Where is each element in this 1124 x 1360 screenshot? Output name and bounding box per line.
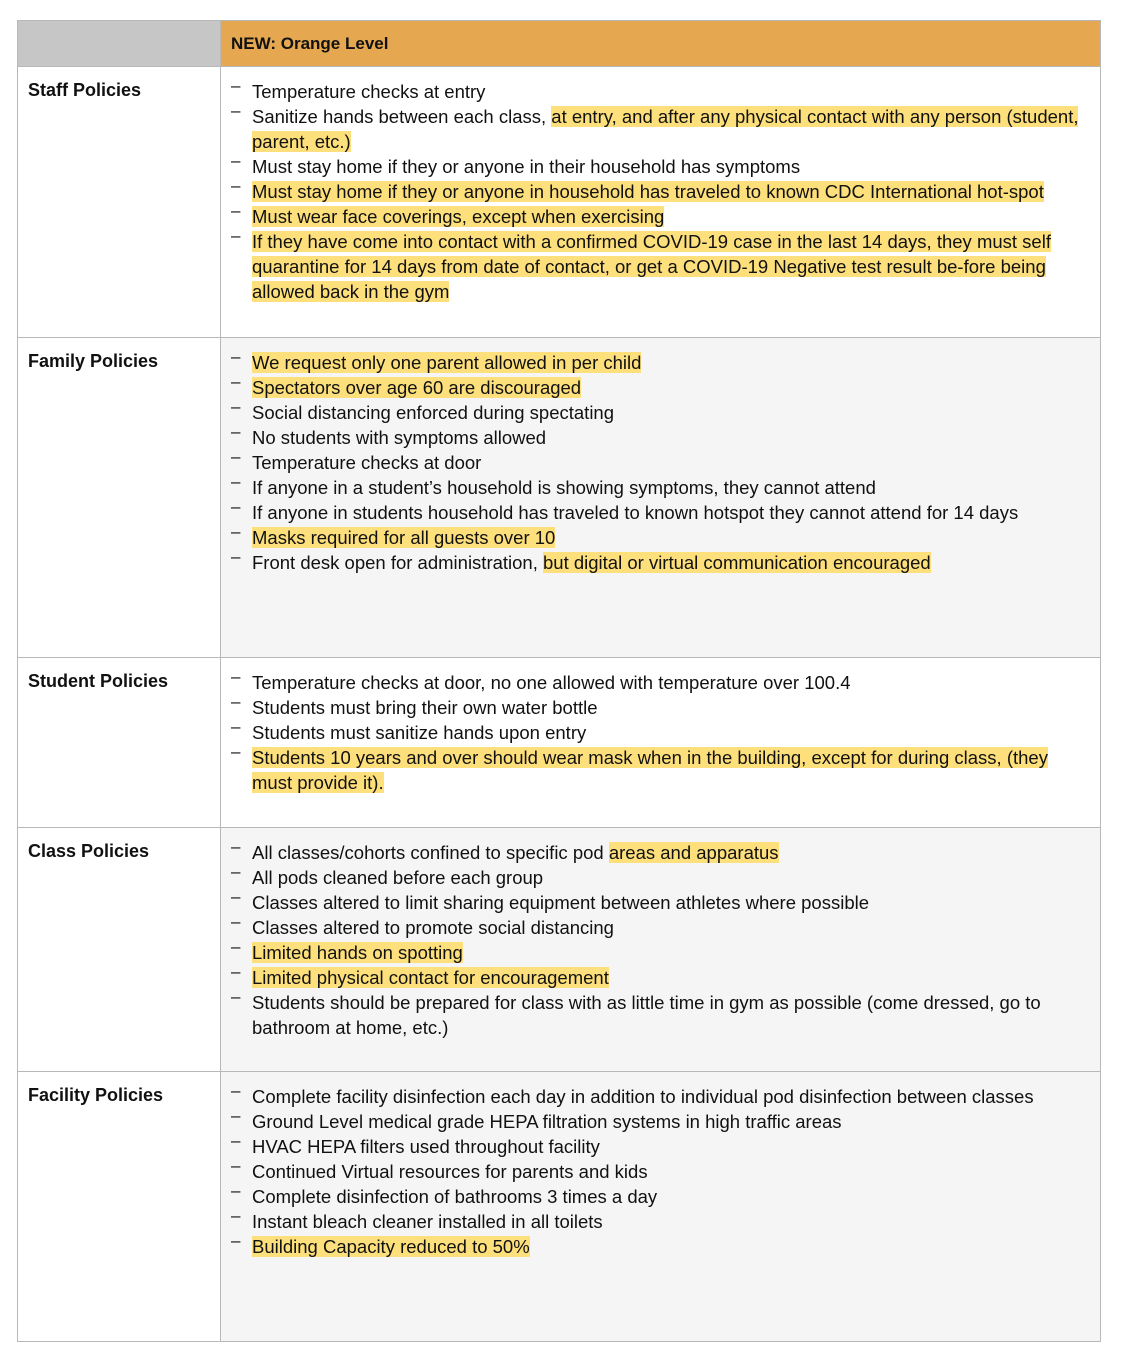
- list-item: [231, 347, 1092, 375]
- highlighted-text: Must stay home if they or anyone in household has traveled to known CDC International hot-spot: [252, 181, 1044, 202]
- list-item: [231, 937, 1092, 965]
- list-item: [231, 887, 1092, 915]
- highlighted-text: areas and apparatus: [608, 842, 779, 863]
- list-item: [231, 201, 1092, 229]
- highlighted-text: Spectators over age 60 are discouraged: [252, 377, 582, 398]
- item-text: Instant bleach cleaner installed in all toilets: [252, 1211, 603, 1232]
- dash-bullet-icon: –: [231, 692, 241, 711]
- section-label-class: Class Policies: [18, 828, 221, 1072]
- dash-bullet-icon: –: [231, 101, 241, 120]
- list-item: [231, 101, 1092, 154]
- list-item: [231, 717, 1092, 745]
- highlighted-text: Must wear face coverings, except when exercising: [252, 206, 665, 227]
- section-content-family: [221, 338, 1101, 658]
- dash-bullet-icon: –: [231, 1231, 241, 1250]
- highlighted-text: Students 10 years and over should wear mask when in the building, except for during class, (they must provide it).: [252, 747, 1048, 793]
- dash-bullet-icon: –: [231, 151, 241, 170]
- dash-bullet-icon: –: [231, 472, 241, 491]
- header-row: [18, 21, 1101, 67]
- list-item: [231, 862, 1092, 890]
- policy-table: [17, 20, 1101, 1342]
- list-item: [231, 742, 1092, 795]
- dash-bullet-icon: –: [231, 547, 241, 566]
- policy-list: [231, 1081, 1092, 1259]
- section-label-family: Family Policies: [18, 338, 221, 658]
- highlighted-text: If they have come into contact with a confirmed COVID-19 case in the last 14 days, they must self quarantine for 14 days from date of contact, or get a COVID-19 Negative test result be-fore being allowed back in the gym: [252, 231, 1051, 302]
- section-row-student: [18, 658, 1101, 828]
- section-row-staff: [18, 67, 1101, 338]
- list-item: [231, 472, 1092, 500]
- highlighted-text: Masks required for all guests over 10: [252, 527, 556, 548]
- section-label-staff: Staff Policies: [18, 67, 221, 338]
- highlighted-text: but digital or virtual communication encouraged: [543, 552, 931, 573]
- section-content-student: [221, 658, 1101, 828]
- section-label-facility: Facility Policies: [18, 1072, 221, 1342]
- item-text: Complete facility disinfection each day in addition to individual pod disinfection between classes: [252, 1086, 1034, 1107]
- list-item: [231, 176, 1092, 204]
- dash-bullet-icon: –: [231, 667, 241, 686]
- list-item: [231, 692, 1092, 720]
- dash-bullet-icon: –: [231, 1106, 241, 1125]
- highlighted-text: Limited hands on spotting: [252, 942, 463, 963]
- list-item: [231, 1206, 1092, 1234]
- dash-bullet-icon: –: [231, 962, 241, 981]
- dash-bullet-icon: –: [231, 937, 241, 956]
- section-row-facility: [18, 1072, 1101, 1342]
- item-text: Ground Level medical grade HEPA filtration systems in high traffic areas: [252, 1111, 842, 1132]
- highlighted-text: We request only one parent allowed in per child: [252, 352, 642, 373]
- item-text: Complete disinfection of bathrooms 3 times a day: [252, 1186, 658, 1207]
- list-item: [231, 1106, 1092, 1134]
- dash-bullet-icon: –: [231, 397, 241, 416]
- item-text: All classes/cohorts confined to specific pod: [252, 842, 609, 863]
- dash-bullet-icon: –: [231, 717, 241, 736]
- policy-list: [231, 76, 1092, 304]
- list-item: [231, 667, 1092, 695]
- dash-bullet-icon: –: [231, 862, 241, 881]
- section-row-class: [18, 828, 1101, 1072]
- dash-bullet-icon: –: [231, 497, 241, 516]
- item-text: Must stay home if they or anyone in their household has symptoms: [252, 156, 801, 177]
- dash-bullet-icon: –: [231, 372, 241, 391]
- header-title: NEW: Orange Level: [221, 21, 1101, 67]
- dash-bullet-icon: –: [231, 1206, 241, 1225]
- dash-bullet-icon: –: [231, 522, 241, 541]
- item-text: Classes altered to promote social distancing: [252, 917, 614, 938]
- dash-bullet-icon: –: [231, 1081, 241, 1100]
- dash-bullet-icon: –: [231, 347, 241, 366]
- list-item: [231, 151, 1092, 179]
- section-row-family: [18, 338, 1101, 658]
- list-item: [231, 547, 1092, 575]
- policy-list: [231, 837, 1092, 1040]
- list-item: [231, 837, 1092, 865]
- list-item: [231, 962, 1092, 990]
- item-text: Classes altered to limit sharing equipment between athletes where possible: [252, 892, 870, 913]
- item-text: Front desk open for administration,: [252, 552, 544, 573]
- list-item: [231, 372, 1092, 400]
- list-item: [231, 912, 1092, 940]
- list-item: [231, 422, 1092, 450]
- item-text: If anyone in a student’s household is showing symptoms, they cannot attend: [252, 477, 876, 498]
- item-text: Temperature checks at door: [252, 452, 482, 473]
- list-item: [231, 522, 1092, 550]
- highlighted-text: at entry, and after any physical contact with any person (student, parent, etc.): [252, 106, 1079, 152]
- dash-bullet-icon: –: [231, 912, 241, 931]
- list-item: [231, 1156, 1092, 1184]
- list-item: [231, 76, 1092, 104]
- item-text: Students must bring their own water bottle: [252, 697, 598, 718]
- item-text: Social distancing enforced during spectating: [252, 402, 615, 423]
- section-label-student: Student Policies: [18, 658, 221, 828]
- list-item: [231, 447, 1092, 475]
- dash-bullet-icon: –: [231, 201, 241, 220]
- list-item: [231, 497, 1092, 525]
- item-text: Temperature checks at entry: [252, 81, 486, 102]
- header-blank-cell: [18, 21, 221, 67]
- dash-bullet-icon: –: [231, 1181, 241, 1200]
- section-content-facility: [221, 1072, 1101, 1342]
- dash-bullet-icon: –: [231, 226, 241, 245]
- list-item: [231, 987, 1092, 1040]
- item-text: Continued Virtual resources for parents and kids: [252, 1161, 648, 1182]
- section-content-staff: [221, 67, 1101, 338]
- item-text: Sanitize hands between each class,: [252, 106, 552, 127]
- dash-bullet-icon: –: [231, 742, 241, 761]
- item-text: HVAC HEPA filters used throughout facility: [252, 1136, 600, 1157]
- list-item: [231, 1131, 1092, 1159]
- item-text: Students must sanitize hands upon entry: [252, 722, 587, 743]
- item-text: If anyone in students household has traveled to known hotspot they cannot attend for 14 days: [252, 502, 1019, 523]
- dash-bullet-icon: –: [231, 987, 241, 1006]
- section-content-class: [221, 828, 1101, 1072]
- dash-bullet-icon: –: [231, 422, 241, 441]
- dash-bullet-icon: –: [231, 447, 241, 466]
- dash-bullet-icon: –: [231, 76, 241, 95]
- list-item: [231, 226, 1092, 304]
- policy-list: [231, 347, 1092, 575]
- dash-bullet-icon: –: [231, 837, 241, 856]
- list-item: [231, 1081, 1092, 1109]
- item-text: All pods cleaned before each group: [252, 867, 544, 888]
- highlighted-text: Limited physical contact for encouragement: [252, 967, 609, 988]
- dash-bullet-icon: –: [231, 1156, 241, 1175]
- highlighted-text: Building Capacity reduced to 50%: [252, 1236, 530, 1257]
- list-item: [231, 1231, 1092, 1259]
- policy-list: [231, 667, 1092, 795]
- dash-bullet-icon: –: [231, 887, 241, 906]
- item-text: No students with symptoms allowed: [252, 427, 547, 448]
- item-text: Temperature checks at door, no one allowed with temperature over 100.4: [252, 672, 851, 693]
- dash-bullet-icon: –: [231, 176, 241, 195]
- item-text: Students should be prepared for class with as little time in gym as possible (come dressed, go to bathroom at home, etc.): [252, 992, 1041, 1038]
- dash-bullet-icon: –: [231, 1131, 241, 1150]
- list-item: [231, 397, 1092, 425]
- list-item: [231, 1181, 1092, 1209]
